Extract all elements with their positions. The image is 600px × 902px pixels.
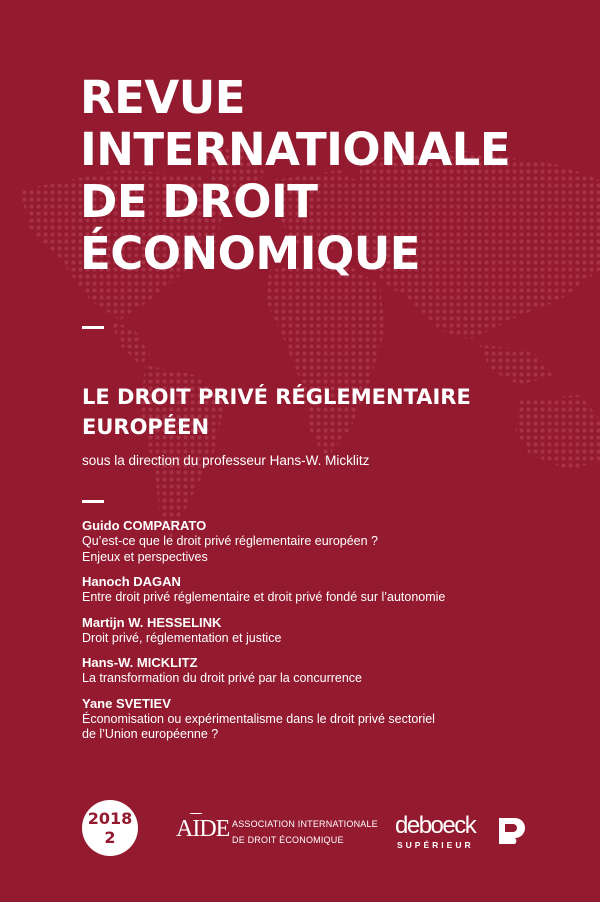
divider-dash bbox=[82, 500, 104, 503]
toc-entry bbox=[82, 574, 522, 606]
issue-badge bbox=[82, 800, 138, 856]
article-title-line: Qu’est-ce que le droit privé réglementaire européen ? bbox=[82, 534, 379, 548]
association-name bbox=[232, 816, 378, 848]
b-square-logo-icon bbox=[497, 816, 527, 846]
association-name-line: DE DROIT ÉCONOMIQUE bbox=[232, 835, 344, 845]
publisher-subtitle: SUPÉRIEUR bbox=[397, 840, 474, 850]
article-author: Guido COMPARATO bbox=[82, 518, 207, 533]
association-name-line: ASSOCIATION INTERNATIONALE bbox=[232, 819, 378, 829]
article-title-line: de l’Union européenne ? bbox=[82, 727, 219, 741]
toc-entry bbox=[82, 615, 522, 647]
issue-theme-line: EUROPÉEN bbox=[82, 415, 210, 439]
article-title-line: Enjeux et perspectives bbox=[82, 549, 208, 564]
publisher-name: deboeck bbox=[395, 812, 476, 839]
article-title bbox=[82, 534, 522, 565]
issue-year: 2018 bbox=[87, 809, 133, 828]
article-title bbox=[82, 590, 522, 606]
toc-entry bbox=[82, 696, 522, 743]
divider-dash bbox=[82, 326, 104, 329]
article-author: Yane SVETIEV bbox=[82, 695, 171, 711]
article-author: Martijn W. HESSELINK bbox=[82, 614, 222, 630]
issue-number: 2 bbox=[104, 828, 116, 847]
article-title-line: Droit privé, réglementation et justice bbox=[82, 630, 282, 645]
journal-title-line: ÉCONOMIQUE bbox=[80, 227, 420, 280]
issue-theme-title bbox=[82, 382, 471, 442]
publisher-logo bbox=[395, 812, 530, 852]
article-title-line: Entre droit privé réglementaire et droit privé fondé sur l’autonomie bbox=[82, 590, 446, 604]
table-of-contents bbox=[82, 518, 522, 752]
article-title-line: Économisation ou expérimentalisme dans le droit privé sectoriel bbox=[82, 711, 435, 726]
aide-logo: AIDE bbox=[176, 816, 230, 842]
journal-title-line: DE DROIT bbox=[80, 175, 318, 228]
article-title bbox=[82, 671, 522, 687]
article-title bbox=[82, 712, 522, 743]
journal-title-line: INTERNATIONALE bbox=[80, 123, 511, 176]
editor-credit: sous la direction du professeur Hans-W. Micklitz bbox=[82, 453, 370, 468]
issue-theme-line: LE DROIT PRIVÉ RÉGLEMENTAIRE bbox=[82, 385, 471, 409]
article-author: Hanoch DAGAN bbox=[82, 574, 181, 589]
journal-title bbox=[80, 72, 510, 280]
article-author: Hans-W. MICKLITZ bbox=[82, 655, 198, 670]
article-title-line: La transformation du droit privé par la concurrence bbox=[82, 671, 363, 685]
article-title bbox=[82, 631, 522, 647]
toc-entry bbox=[82, 655, 522, 687]
journal-title-line: REVUE bbox=[80, 71, 245, 124]
toc-entry bbox=[82, 518, 522, 565]
